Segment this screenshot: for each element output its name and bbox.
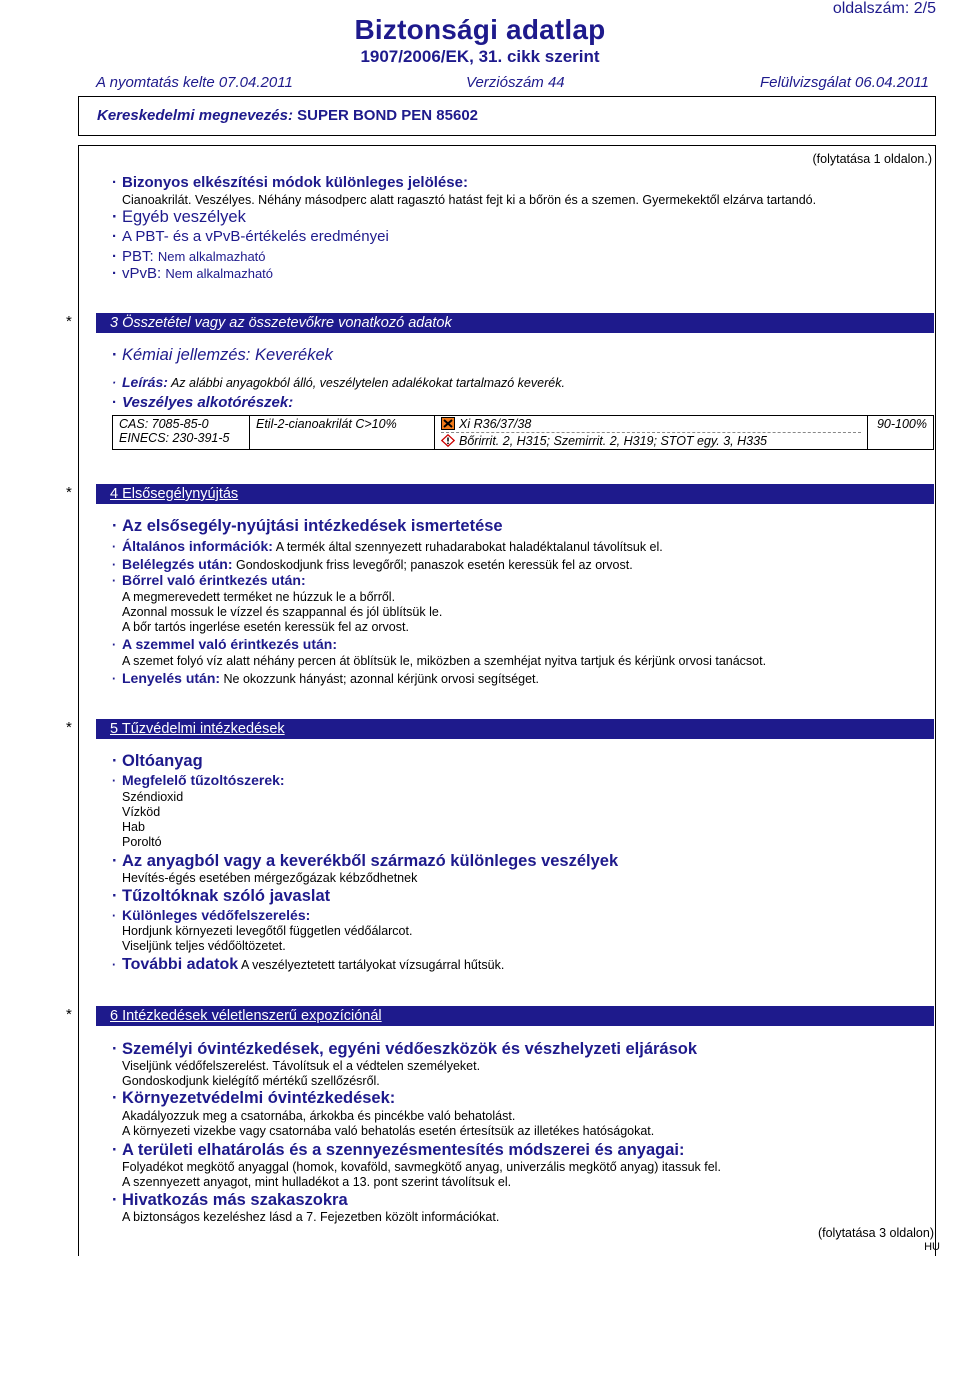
eye-contact-text: A szemet folyó víz alatt néhány percen át öblítsük le, miközben a szemhéjat nyitva tartjuk és kérjünk orvosi tanácsot. — [122, 654, 767, 668]
revision-date: Felülvizsgálat 06.04.2011 — [760, 74, 929, 91]
reference-text: A biztonságos kezeléshez lásd a 7. Fejezetben közölt információkat. — [122, 1210, 500, 1224]
continued-from: (folytatása 1 oldalon.) — [812, 152, 932, 166]
special-label-line: · Bizonyos elkészítési módok különleges jelölése: — [112, 174, 468, 191]
environmental-precautions-heading: · Környezetvédelmi óvintézkedések: — [112, 1089, 396, 1107]
other-hazards-heading: · Egyéb veszélyek — [112, 208, 246, 226]
pbt-line: · PBT: Nem alkalmazható — [112, 248, 266, 265]
firefighter-advice-heading: · Tűzoltóknak szóló javaslat — [112, 887, 331, 905]
ingestion-line: · Lenyelés után: Ne okozzunk hányást; azonnal kérjünk orvosi segítséget. — [112, 670, 539, 686]
suitable-agents-label: · Megfelelő tűzoltószerek: — [112, 772, 285, 788]
document-title: Biztonsági adatlap — [354, 14, 606, 45]
containment-text-2: A szennyezett anyagot, mint hulladékot a 13. pont szerint távolítsuk el. — [122, 1175, 512, 1189]
section3-title: 3 Összetétel vagy az összetevőkre vonatkozó adatok — [110, 315, 452, 331]
section6-title: 6 Intézkedések véletlenszerű expozíciónál — [110, 1008, 382, 1024]
agent-item-2: Vízköd — [122, 805, 161, 819]
containment-heading: · A területi elhatárolás és a szennyezésmentesítés módszerei és anyagai: — [112, 1141, 685, 1159]
vpvb-line: · vPvB: Nem alkalmazható — [112, 265, 274, 282]
cas-number: CAS: 7085-85-0 — [119, 417, 209, 431]
section4-change-marker: * — [66, 484, 72, 501]
personal-precautions-text-2: Gondoskodjunk kielégítő mértékű szellőzésről. — [122, 1074, 380, 1088]
harmful-x-icon — [441, 417, 455, 430]
skin-contact-label: · Bőrrel való érintkezés után: — [112, 572, 306, 588]
skin-contact-text-3: A bőr tartós ingerlése esetén keressük fel az orvost. — [122, 620, 409, 634]
reference-heading: · Hivatkozás más szakaszokra — [112, 1191, 348, 1209]
special-text: Cianoakrilát. Veszélyes. Néhány másodperc alatt ragasztó hatást fejt ki a bőrön és a szemen. Gyermekektől elzárva tartandó. — [122, 193, 817, 207]
skin-contact-text-2: Azonnal mossuk le vízzel és szappannal és jól üblítsük le. — [122, 605, 443, 619]
skin-contact-text-1: A megmerevedett terméket ne húzzuk le a bőrről. — [122, 590, 396, 604]
components-table — [112, 415, 934, 450]
classification-dsd: Xi R36/37/38 — [441, 417, 861, 433]
cas-einecs-cell — [113, 416, 250, 450]
special-hazards-text: Hevítés-égés esetében mérgezőgázak kébződhetnek — [122, 871, 418, 885]
page-number: oldalszám: 2/5 — [832, 0, 936, 17]
agent-item-4: Poroltó — [122, 835, 162, 849]
document-subtitle: 1907/2006/EK, 31. cikk szerint — [360, 47, 600, 66]
exclamation-warning-icon — [441, 434, 455, 447]
section5-title: 5 Tűzvédelmi intézkedések — [110, 721, 285, 737]
trade-name — [97, 107, 478, 124]
classification-cell — [435, 416, 868, 450]
personal-precautions-text-1: Viseljünk védőfelszerelést. Távolítsuk el a védtelen személyeket. — [122, 1059, 481, 1073]
protective-equipment-label: · Különleges védőfelszerelés: — [112, 907, 311, 923]
general-info-line: · Általános információk: A termék által szennyezett ruhadarabokat haladéktalanul távolítsuk el. — [112, 538, 663, 554]
protective-equipment-text-2: Viseljünk teljes védőöltözetet. — [122, 939, 286, 953]
trade-name-value: SUPER BOND PEN 85602 — [297, 107, 479, 124]
first-aid-heading: · Az elsősegély-nyújtási intézkedések ismertetése — [112, 517, 503, 535]
extinguishing-media-heading: · Oltóanyag — [112, 752, 203, 770]
continued-to: (folytatása 3 oldalon) — [817, 1226, 934, 1240]
inhalation-line: · Belélegzés után: Gondoskodjunk friss levegőről; panaszok esetén keressük fel az orvost. — [112, 556, 633, 572]
concentration-cell — [868, 416, 934, 450]
trade-name-label: Kereskedelmi megnevezés: — [97, 107, 293, 124]
chem-char-line: · Kémiai jellemzés: Keverékek — [112, 346, 333, 364]
section5-change-marker: * — [66, 719, 72, 736]
eye-contact-label: · A szemmel való érintkezés után: — [112, 636, 338, 652]
dangerous-components-label: · Veszélyes alkotórészek: — [112, 394, 294, 411]
personal-precautions-heading: · Személyi óvintézkedések, egyéni védőeszközök és vészhelyzeti eljárások — [112, 1040, 698, 1058]
protective-equipment-text-1: Hordjunk környezeti levegőtől független védőálarcot. — [122, 924, 413, 938]
agent-item-1: Széndioxid — [122, 790, 184, 804]
component-name-cell — [250, 416, 435, 450]
special-hazards-heading: · Az anyagból vagy a keverékből származó különleges veszélyek — [112, 852, 619, 870]
description-line: · Leírás: Az alábbi anyagokból álló, veszélytelen adalékokat tartalmazó keverék. — [112, 374, 565, 390]
containment-text-1: Folyadékot megkötő anyaggal (homok, kovaföld, savmegkötő anyag, univerzális megkötő anyag) itassuk fel. — [122, 1160, 721, 1174]
print-date: A nyomtatás kelte 07.04.2011 — [96, 74, 293, 91]
further-info-line: · További adatok A veszélyeztetett tartályokat vízsugárral hűtsük. — [112, 956, 505, 973]
concentration: 90-100% — [876, 417, 927, 431]
table-row — [113, 416, 934, 450]
pbt-heading: · A PBT- és a vPvB-értékelés eredményei — [112, 228, 389, 245]
einecs-number: EINECS: 230-391-5 — [119, 431, 230, 445]
environmental-precautions-text-1: Akadályozzuk meg a csatornába, árkokba és pincékbe való behatolást. — [122, 1109, 516, 1123]
component-name: Etil-2-cianoakrilát C>10% — [256, 417, 397, 431]
section6-change-marker: * — [66, 1006, 72, 1023]
classification-clp: Bőrirrit. 2, H315; Szemirrit. 2, H319; STOT egy. 3, H335 — [441, 433, 861, 448]
agent-item-3: Hab — [122, 820, 145, 834]
section4-title: 4 Elsősegélynyújtás — [110, 486, 239, 502]
section3-change-marker: * — [66, 313, 72, 330]
environmental-precautions-text-2: A környezeti vizekbe vagy csatornába való behatolás esetén értesítsük az illetékes hatóságokat. — [122, 1124, 655, 1138]
version-number: Verziószám 44 — [466, 74, 565, 91]
language-code: HU — [924, 1241, 940, 1253]
